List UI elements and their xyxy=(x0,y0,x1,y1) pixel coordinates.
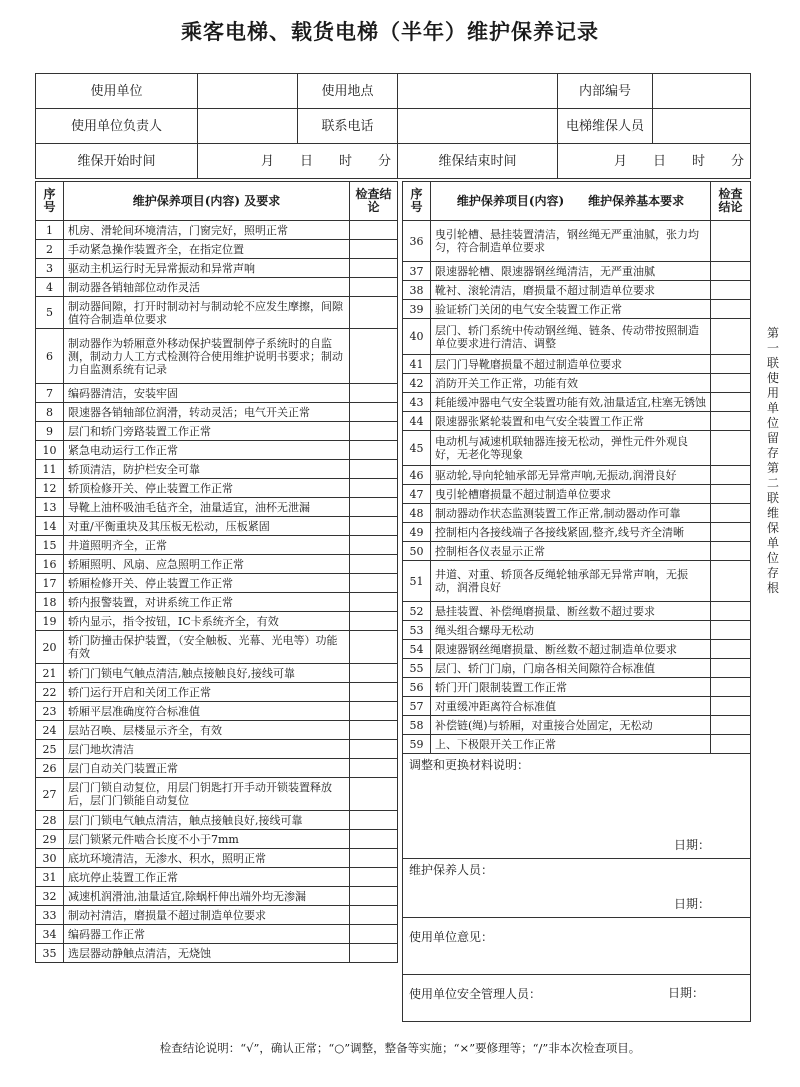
item-text: 轿门开门限制装置工作正常 xyxy=(431,678,711,697)
item-number: 22 xyxy=(36,683,64,702)
check-result-cell[interactable] xyxy=(350,721,398,740)
check-result-cell[interactable] xyxy=(711,678,751,697)
item-text: 限速器钢丝绳磨损量、断丝数不超过制造单位要求 xyxy=(431,640,711,659)
item-number: 8 xyxy=(36,403,64,422)
item-number: 38 xyxy=(403,281,431,300)
item-number: 10 xyxy=(36,441,64,460)
table-row xyxy=(403,523,751,542)
check-result-cell[interactable] xyxy=(350,849,398,868)
item-text: 制动器作为轿厢意外移动保护装置制停子系统时的自监测，制动力人工方式检测符合使用维护说明书要求；制动力自监测系统有记录 xyxy=(64,329,350,384)
table-row xyxy=(36,759,398,778)
item-text: 层门和轿门旁路装置工作正常 xyxy=(64,422,350,441)
item-number: 45 xyxy=(403,431,431,466)
item-number: 46 xyxy=(403,466,431,485)
table-row xyxy=(36,830,398,849)
table-row xyxy=(36,498,398,517)
table-row xyxy=(36,297,398,329)
check-result-cell[interactable] xyxy=(350,460,398,479)
table-row xyxy=(403,640,751,659)
check-result-cell[interactable] xyxy=(711,640,751,659)
check-result-cell[interactable] xyxy=(350,683,398,702)
table-row xyxy=(403,504,751,523)
check-result-cell[interactable] xyxy=(711,697,751,716)
table-row xyxy=(36,479,398,498)
item-text: 底坑环境清洁，无渗水、积水，照明正常 xyxy=(64,849,350,868)
item-text: 驱动轮,导向轮轴承部无异常声响,无振动,润滑良好 xyxy=(431,466,711,485)
check-result-cell[interactable] xyxy=(350,329,398,384)
check-result-cell[interactable] xyxy=(350,278,398,297)
check-result-cell[interactable] xyxy=(350,778,398,811)
check-result-cell[interactable] xyxy=(711,542,751,561)
item-text: 耗能缓冲器电气安全装置功能有效,油量适宜,柱塞无锈蚀 xyxy=(431,393,711,412)
item-number: 43 xyxy=(403,393,431,412)
item-number: 48 xyxy=(403,504,431,523)
item-number: 39 xyxy=(403,300,431,319)
item-text: 上、下极限开关工作正常 xyxy=(431,735,711,754)
item-text: 轿厢平层准确度符合标准值 xyxy=(64,702,350,721)
item-text: 控制柜内各接线端子各接线紧固,整齐,线号齐全清晰 xyxy=(431,523,711,542)
check-result-cell[interactable] xyxy=(350,221,398,240)
maintenance-table-left xyxy=(35,181,398,963)
table-row xyxy=(36,612,398,631)
internal-no-field[interactable] xyxy=(653,74,751,109)
adjust-label: 调整和更换材料说明： xyxy=(409,758,530,772)
item-text: 验证轿门关闭的电气安全装置工作正常 xyxy=(431,300,711,319)
item-text: 限速器轮槽、限速器钢丝绳清洁，无严重油腻 xyxy=(431,262,711,281)
item-number: 13 xyxy=(36,498,64,517)
item-number: 31 xyxy=(36,868,64,887)
date-label: 日期： xyxy=(673,897,710,911)
table-row xyxy=(36,925,398,944)
item-number: 37 xyxy=(403,262,431,281)
item-text: 悬挂装置、补偿绳磨损量、断丝数不超过要求 xyxy=(431,602,711,621)
check-result-cell[interactable] xyxy=(711,485,751,504)
item-number: 14 xyxy=(36,517,64,536)
item-number: 17 xyxy=(36,574,64,593)
table-row xyxy=(36,631,398,664)
table-row xyxy=(36,664,398,683)
item-number: 6 xyxy=(36,329,64,384)
item-text: 限速器各销轴部位润滑，转动灵活；电气开关正常 xyxy=(64,403,350,422)
check-result-cell[interactable] xyxy=(350,811,398,830)
maint-staff-label: 维护保养人员： xyxy=(409,863,494,877)
item-number: 21 xyxy=(36,664,64,683)
check-result-cell[interactable] xyxy=(711,221,751,262)
check-result-cell[interactable] xyxy=(350,887,398,906)
table-row xyxy=(403,221,751,262)
item-text: 层门锁紧元件啮合长度不小于7mm xyxy=(64,830,350,849)
table-row xyxy=(36,868,398,887)
check-result-cell[interactable] xyxy=(350,612,398,631)
table-row xyxy=(403,319,751,355)
table-row xyxy=(36,441,398,460)
check-result-cell[interactable] xyxy=(350,702,398,721)
label-contact-phone: 联系电话 xyxy=(298,109,398,144)
item-number: 50 xyxy=(403,542,431,561)
item-number: 32 xyxy=(36,887,64,906)
table-row xyxy=(403,431,751,466)
item-text: 轿内显示，指令按钮，IC卡系统齐全，有效 xyxy=(64,612,350,631)
label-end-time: 维保结束时间 xyxy=(398,144,558,179)
unit-head-field[interactable] xyxy=(198,109,298,144)
check-result-cell[interactable] xyxy=(350,740,398,759)
item-text: 层门自动关门装置正常 xyxy=(64,759,350,778)
item-number: 11 xyxy=(36,460,64,479)
check-result-cell[interactable] xyxy=(711,621,751,640)
check-result-cell[interactable] xyxy=(350,593,398,612)
table-row xyxy=(403,678,751,697)
item-number: 4 xyxy=(36,278,64,297)
item-text: 机房、滑轮间环境清洁，门窗完好，照明正常 xyxy=(64,221,350,240)
check-result-cell[interactable] xyxy=(711,281,751,300)
check-result-cell[interactable] xyxy=(711,602,751,621)
table-row xyxy=(36,384,398,403)
item-number: 55 xyxy=(403,659,431,678)
item-number: 51 xyxy=(403,561,431,602)
item-number: 56 xyxy=(403,678,431,697)
check-result-cell[interactable] xyxy=(350,555,398,574)
col-item-header: 维护保养项目(内容) 维护保养基本要求 xyxy=(431,182,711,221)
check-result-cell[interactable] xyxy=(350,259,398,278)
user-unit-field[interactable] xyxy=(198,74,298,109)
item-text: 靴衬、滚轮清洁，磨损量不超过制造单位要求 xyxy=(431,281,711,300)
table-row xyxy=(36,422,398,441)
check-result-cell[interactable] xyxy=(350,517,398,536)
table-row xyxy=(36,460,398,479)
check-result-cell[interactable] xyxy=(350,830,398,849)
location-field[interactable] xyxy=(398,74,558,109)
label-maintainer: 电梯维保人员 xyxy=(558,109,653,144)
end-time-field[interactable]: 月 日 时 分 xyxy=(558,144,751,179)
table-row xyxy=(36,555,398,574)
adjust-notes-cell[interactable] xyxy=(403,754,751,859)
item-text: 轿厢检修开关、停止装置工作正常 xyxy=(64,574,350,593)
item-text: 驱动主机运行时无异常振动和异常声响 xyxy=(64,259,350,278)
check-result-cell[interactable] xyxy=(711,466,751,485)
item-text: 编码器清洁，安装牢固 xyxy=(64,384,350,403)
check-result-cell[interactable] xyxy=(350,441,398,460)
user-opinion-label: 使用单位意见： xyxy=(409,930,494,944)
item-text: 减速机润滑油,油量适宜,除蜗杆伸出端外均无渗漏 xyxy=(64,887,350,906)
item-text: 补偿链(绳)与轿厢，对重接合处固定，无松动 xyxy=(431,716,711,735)
check-result-cell[interactable] xyxy=(350,631,398,664)
check-result-cell[interactable] xyxy=(350,384,398,403)
table-row xyxy=(403,561,751,602)
item-number: 41 xyxy=(403,355,431,374)
item-number: 54 xyxy=(403,640,431,659)
check-result-cell[interactable] xyxy=(711,412,751,431)
table-row xyxy=(403,374,751,393)
item-text: 层站召唤、层楼显示齐全，有效 xyxy=(64,721,350,740)
table-row xyxy=(36,740,398,759)
item-text: 制动器间隙，打开时制动衬与制动轮不应发生摩擦，间隙值符合制造单位要求 xyxy=(64,297,350,329)
table-row xyxy=(36,517,398,536)
item-text: 轿门运行开启和关闭工作正常 xyxy=(64,683,350,702)
table-row xyxy=(403,281,751,300)
table-row xyxy=(403,542,751,561)
item-number: 16 xyxy=(36,555,64,574)
item-text: 限速器张紧轮装置和电气安全装置工作正常 xyxy=(431,412,711,431)
item-text: 紧急电动运行工作正常 xyxy=(64,441,350,460)
safety-mgr-cell[interactable] xyxy=(403,975,751,1022)
item-number: 5 xyxy=(36,297,64,329)
label-user-unit: 使用单位 xyxy=(36,74,198,109)
item-text: 对重缓冲距离符合标准值 xyxy=(431,697,711,716)
item-text: 井道照明齐全，正常 xyxy=(64,536,350,555)
table-row xyxy=(36,906,398,925)
item-number: 19 xyxy=(36,612,64,631)
table-row xyxy=(36,778,398,811)
table-row xyxy=(36,944,398,963)
user-opinion-cell[interactable] xyxy=(403,918,751,975)
item-text: 层门地坎清洁 xyxy=(64,740,350,759)
table-row xyxy=(403,602,751,621)
item-number: 29 xyxy=(36,830,64,849)
table-row xyxy=(403,412,751,431)
table-row xyxy=(36,887,398,906)
check-result-cell[interactable] xyxy=(711,300,751,319)
table-row xyxy=(403,485,751,504)
item-number: 33 xyxy=(36,906,64,925)
table-row xyxy=(36,721,398,740)
table-row xyxy=(36,849,398,868)
item-text: 轿门门锁电气触点清洁,触点接触良好,接线可靠 xyxy=(64,664,350,683)
table-row xyxy=(403,659,751,678)
item-number: 1 xyxy=(36,221,64,240)
item-number: 57 xyxy=(403,697,431,716)
check-result-cell[interactable] xyxy=(350,297,398,329)
item-number: 15 xyxy=(36,536,64,555)
label-location: 使用地点 xyxy=(298,74,398,109)
item-number: 2 xyxy=(36,240,64,259)
check-result-cell[interactable] xyxy=(711,431,751,466)
item-number: 52 xyxy=(403,602,431,621)
table-row xyxy=(403,466,751,485)
item-text: 轿顶清洁，防护栏安全可靠 xyxy=(64,460,350,479)
item-text: 轿厢照明、风扇、应急照明工作正常 xyxy=(64,555,350,574)
item-text: 层门门导靴磨损量不超过制造单位要求 xyxy=(431,355,711,374)
col-check-header: 检查结论 xyxy=(711,182,751,221)
table-row xyxy=(36,259,398,278)
item-text: 消防开关工作正常，功能有效 xyxy=(431,374,711,393)
check-result-cell[interactable] xyxy=(350,479,398,498)
safety-mgr-label: 使用单位安全管理人员： xyxy=(409,987,542,1001)
item-number: 3 xyxy=(36,259,64,278)
item-text: 手动紧急操作装置齐全，在指定位置 xyxy=(64,240,350,259)
legend-footer: 检查结论说明：“√”，确认正常；“○”调整，整备等实施；“×”要修理等；“/”非本次检查项目。 xyxy=(159,1041,641,1055)
date-label: 日期： xyxy=(667,986,704,1000)
label-internal-no: 内部编号 xyxy=(558,74,653,109)
item-text: 层门、轿门门扇，门扇各相关间隙符合标准值 xyxy=(431,659,711,678)
check-result-cell[interactable] xyxy=(350,422,398,441)
header-info-table xyxy=(35,73,751,179)
table-row xyxy=(36,403,398,422)
maint-staff-cell[interactable] xyxy=(403,859,751,918)
item-number: 42 xyxy=(403,374,431,393)
check-result-cell[interactable] xyxy=(711,659,751,678)
item-number: 35 xyxy=(36,944,64,963)
item-number: 30 xyxy=(36,849,64,868)
item-number: 25 xyxy=(36,740,64,759)
check-result-cell[interactable] xyxy=(711,561,751,602)
table-row xyxy=(36,811,398,830)
item-number: 36 xyxy=(403,221,431,262)
table-row xyxy=(403,393,751,412)
table-row xyxy=(36,278,398,297)
table-row xyxy=(36,536,398,555)
item-number: 9 xyxy=(36,422,64,441)
copy-note: 第一联 使用单位留存 第二联 维保单位存根 xyxy=(766,326,792,595)
check-result-cell[interactable] xyxy=(711,716,751,735)
item-number: 34 xyxy=(36,925,64,944)
check-result-cell[interactable] xyxy=(711,504,751,523)
check-result-cell[interactable] xyxy=(350,403,398,422)
item-text: 制动器动作状态监测装置工作正常,制动器动作可靠 xyxy=(431,504,711,523)
label-unit-head: 使用单位负责人 xyxy=(36,109,198,144)
item-number: 44 xyxy=(403,412,431,431)
check-result-cell[interactable] xyxy=(711,355,751,374)
contact-phone-field[interactable] xyxy=(398,109,558,144)
maintainer-field[interactable] xyxy=(653,109,751,144)
check-result-cell[interactable] xyxy=(350,664,398,683)
start-time-field[interactable]: 月 日 时 分 xyxy=(198,144,398,179)
item-text: 井道、对重、轿顶各反绳轮轴承部无异常声响，无振动，润滑良好 xyxy=(431,561,711,602)
item-text: 绳头组合螺母无松动 xyxy=(431,621,711,640)
table-row xyxy=(403,355,751,374)
table-row xyxy=(36,329,398,384)
item-number: 24 xyxy=(36,721,64,740)
item-text: 底坑停止装置工作正常 xyxy=(64,868,350,887)
check-result-cell[interactable] xyxy=(711,393,751,412)
item-text: 电动机与减速机联轴器连接无松动，弹性元件外观良好，无老化等现象 xyxy=(431,431,711,466)
item-text: 导靴上油杯吸油毛毡齐全，油量适宜，油杯无泄漏 xyxy=(64,498,350,517)
item-text: 制动衬清洁，磨损量不超过制造单位要求 xyxy=(64,906,350,925)
table-row xyxy=(36,593,398,612)
item-number: 40 xyxy=(403,319,431,355)
check-result-cell[interactable] xyxy=(350,574,398,593)
maintenance-table-right xyxy=(402,181,751,1022)
item-text: 层门门锁自动复位，用层门钥匙打开手动开锁装置释放后，层门门锁能自动复位 xyxy=(64,778,350,811)
table-row xyxy=(36,574,398,593)
item-number: 26 xyxy=(36,759,64,778)
item-number: 49 xyxy=(403,523,431,542)
item-text: 曳引轮槽、悬挂装置清洁，钢丝绳无严重油腻，张力均匀，符合制造单位要求 xyxy=(431,221,711,262)
table-row xyxy=(36,221,398,240)
check-result-cell[interactable] xyxy=(711,735,751,754)
check-result-cell[interactable] xyxy=(350,925,398,944)
item-number: 59 xyxy=(403,735,431,754)
check-result-cell[interactable] xyxy=(350,759,398,778)
item-number: 47 xyxy=(403,485,431,504)
item-text: 编码器工作正常 xyxy=(64,925,350,944)
item-text: 层门门锁电气触点清洁，触点接触良好,接线可靠 xyxy=(64,811,350,830)
item-number: 27 xyxy=(36,778,64,811)
item-number: 53 xyxy=(403,621,431,640)
check-result-cell[interactable] xyxy=(350,906,398,925)
item-number: 23 xyxy=(36,702,64,721)
item-text: 制动器各销轴部位动作灵活 xyxy=(64,278,350,297)
item-number: 58 xyxy=(403,716,431,735)
label-start-time: 维保开始时间 xyxy=(36,144,198,179)
item-text: 对重/平衡重块及其压板无松动，压板紧固 xyxy=(64,517,350,536)
item-text: 控制柜各仪表显示正常 xyxy=(431,542,711,561)
item-text: 曳引轮槽磨损量不超过制造单位要求 xyxy=(431,485,711,504)
item-text: 轿门防撞击保护装置，（安全触板、光幕、光电等）功能有效 xyxy=(64,631,350,664)
table-row xyxy=(36,683,398,702)
col-item-header: 维护保养项目(内容) 及要求 xyxy=(64,182,350,221)
item-number: 18 xyxy=(36,593,64,612)
col-seq-header: 序号 xyxy=(403,182,431,221)
item-number: 12 xyxy=(36,479,64,498)
check-result-cell[interactable] xyxy=(711,262,751,281)
check-result-cell[interactable] xyxy=(350,240,398,259)
table-row xyxy=(36,702,398,721)
check-result-cell[interactable] xyxy=(350,536,398,555)
check-result-cell[interactable] xyxy=(711,523,751,542)
table-row xyxy=(403,621,751,640)
col-seq-header: 序号 xyxy=(36,182,64,221)
table-row xyxy=(403,262,751,281)
table-row xyxy=(403,716,751,735)
item-text: 轿顶检修开关、停止装置工作正常 xyxy=(64,479,350,498)
date-label: 日期： xyxy=(673,838,710,852)
table-row xyxy=(36,240,398,259)
check-result-cell[interactable] xyxy=(350,498,398,517)
item-number: 20 xyxy=(36,631,64,664)
page-title: 乘客电梯、载货电梯（半年）维护保养记录 xyxy=(181,20,599,44)
check-result-cell[interactable] xyxy=(711,374,751,393)
item-text: 轿内报警装置，对讲系统工作正常 xyxy=(64,593,350,612)
table-row xyxy=(403,300,751,319)
item-number: 28 xyxy=(36,811,64,830)
item-text: 选层器动静触点清洁，无烧蚀 xyxy=(64,944,350,963)
item-number: 7 xyxy=(36,384,64,403)
col-check-header: 检查结论 xyxy=(350,182,398,221)
check-result-cell[interactable] xyxy=(350,944,398,963)
check-result-cell[interactable] xyxy=(711,319,751,355)
table-row xyxy=(403,735,751,754)
table-row xyxy=(403,697,751,716)
check-result-cell[interactable] xyxy=(350,868,398,887)
item-text: 层门、轿门系统中传动钢丝绳、链条、传动带按照制造单位要求进行清洁、调整 xyxy=(431,319,711,355)
